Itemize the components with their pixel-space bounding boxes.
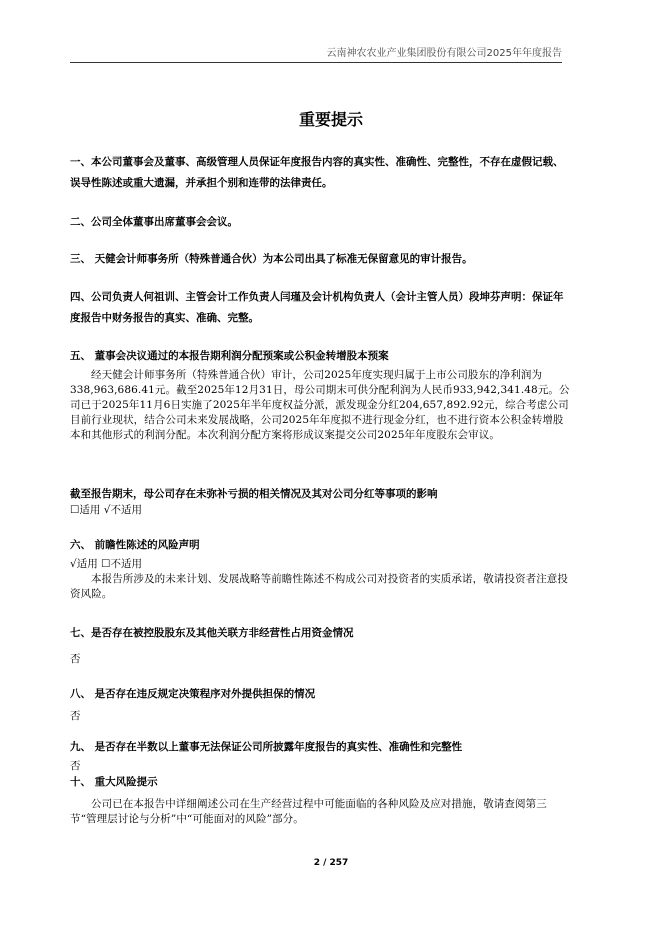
notice-item-9-answer: 否 xyxy=(70,760,81,772)
notice-item-6-body: 本报告所涉及的未来计划、发展战略等前瞻性陈述不构成公司对投资者的实质承诺，敬请投资者注意投资风险。 xyxy=(70,573,568,600)
notice-item-7-title: 七、是否存在被控股股东及其他关联方非经营性占用资金情况 xyxy=(70,627,354,639)
notice-item-2: 二、公司全体董事出席董事会会议。 xyxy=(70,216,238,228)
notice-item-5-title: 五、 董事会决议通过的本报告期利润分配预案或公积金转增股本预案 xyxy=(70,350,389,362)
loss-options: ☐适用 √不适用 xyxy=(70,504,142,516)
notice-item-10-title: 十、 重大风险提示 xyxy=(70,776,158,788)
notice-item-3: 三、 天健会计师事务所（特殊普通合伙）为本公司出具了标准无保留意见的审计报告。 xyxy=(70,253,473,265)
notice-item-10-body: 公司已在本报告中详细阐述公司在生产经营过程中可能面临的各种风险及应对措施，敬请查阅第三节“管理层讨论与分析”中“可能面对的风险”部分。 xyxy=(70,798,547,825)
notice-item-6-options: √适用 ☐不适用 xyxy=(70,558,142,570)
loss-title: 截至报告期末，母公司存在未弥补亏损的相关情况及其对公司分红等事项的影响 xyxy=(70,488,438,500)
notice-item-7-answer: 否 xyxy=(70,653,81,665)
page-number: 2 / 257 xyxy=(313,858,349,868)
running-header: 云南神农农业产业集团股份有限公司2025年年度报告 xyxy=(326,48,562,59)
notice-item-8-answer: 否 xyxy=(70,710,81,722)
notice-item-6-title: 六、 前瞻性陈述的风险声明 xyxy=(70,539,200,551)
notice-item-5-body: 经天健会计师事务所（特殊普通合伙）审计，公司2025年度实现归属于上市公司股东的净利润为338,963,686.41元。截至2025年12月31日，母公司期末可供分配利润为人民币933,942,341.48元。公司已于2025年11月6日实施了2025年半年度权益分派，派发现金分红204,657,892.92元，综合考虑公司目前行业现状，结合公司未来发展战略，公司2025年年度拟不进行现金分红，也不进行资本公积金转增股本和其他形式的利润分配。本次利润分配方案将形成议案提交公司2025年年度股东会审议。 xyxy=(70,369,570,441)
notice-item-4: 四、公司负责人何祖训、主管会计工作负责人闫瑾及会计机构负责人（会计主管人员）段坤芬声明：保证年度报告中财务报告的真实、准确、完整。 xyxy=(70,291,564,324)
header-rule xyxy=(70,62,562,63)
notice-item-1: 一、本公司董事会及董事、高级管理人员保证年度报告内容的真实性、准确性、完整性，不存在虚假记载、误导性陈述或重大遗漏，并承担个别和连带的法律责任。 xyxy=(70,156,564,189)
notice-item-9-title: 九、 是否存在半数以上董事无法保证公司所披露年度报告的真实性、准确性和完整性 xyxy=(70,741,463,753)
notice-item-8-title: 八、 是否存在违反规定决策程序对外提供担保的情况 xyxy=(70,688,316,700)
page-title: 重要提示 xyxy=(298,110,363,129)
